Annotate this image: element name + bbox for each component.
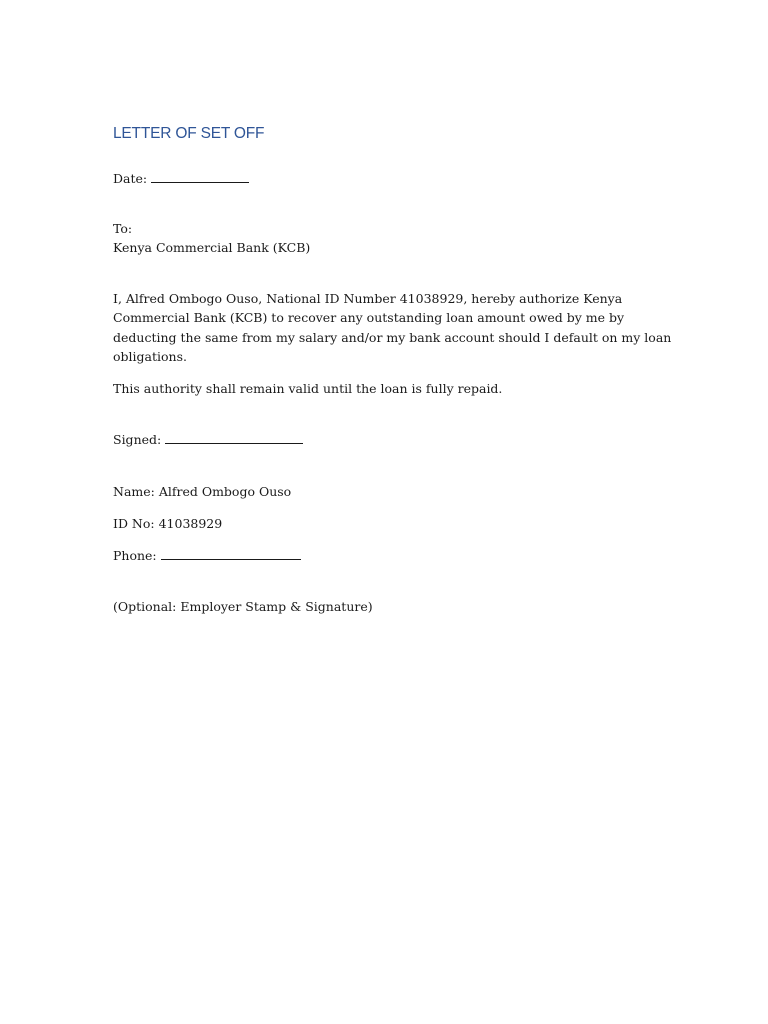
recipient-name: Kenya Commercial Bank (KCB) [113,240,311,255]
phone-blank [161,548,301,560]
date-line [113,169,249,188]
signed-label: Signed: [113,432,162,447]
signature-blank [165,432,303,444]
phone-label: Phone: [113,548,157,563]
date-label: Date: [113,171,148,186]
phone-line [113,546,301,565]
date-blank [151,171,249,183]
validity-paragraph: This authority shall remain valid until the loan is fully repaid. [113,381,503,396]
page-title: LETTER OF SET OFF [113,125,265,142]
optional-note: (Optional: Employer Stamp & Signature) [113,599,373,614]
id-line: ID No: 41038929 [113,516,223,531]
name-line: Name: Alfred Ombogo Ouso [113,484,292,499]
signed-line [113,430,303,449]
authorization-paragraph: I, Alfred Ombogo Ouso, National ID Number 41038929, hereby authorize Kenya Commercial Bank (KCB) to recover any outstanding loan amount owed by me by deducting the same from my salary and/or my bank account should I default on my loan obligations. [113,291,672,364]
to-label: To: [113,221,133,236]
